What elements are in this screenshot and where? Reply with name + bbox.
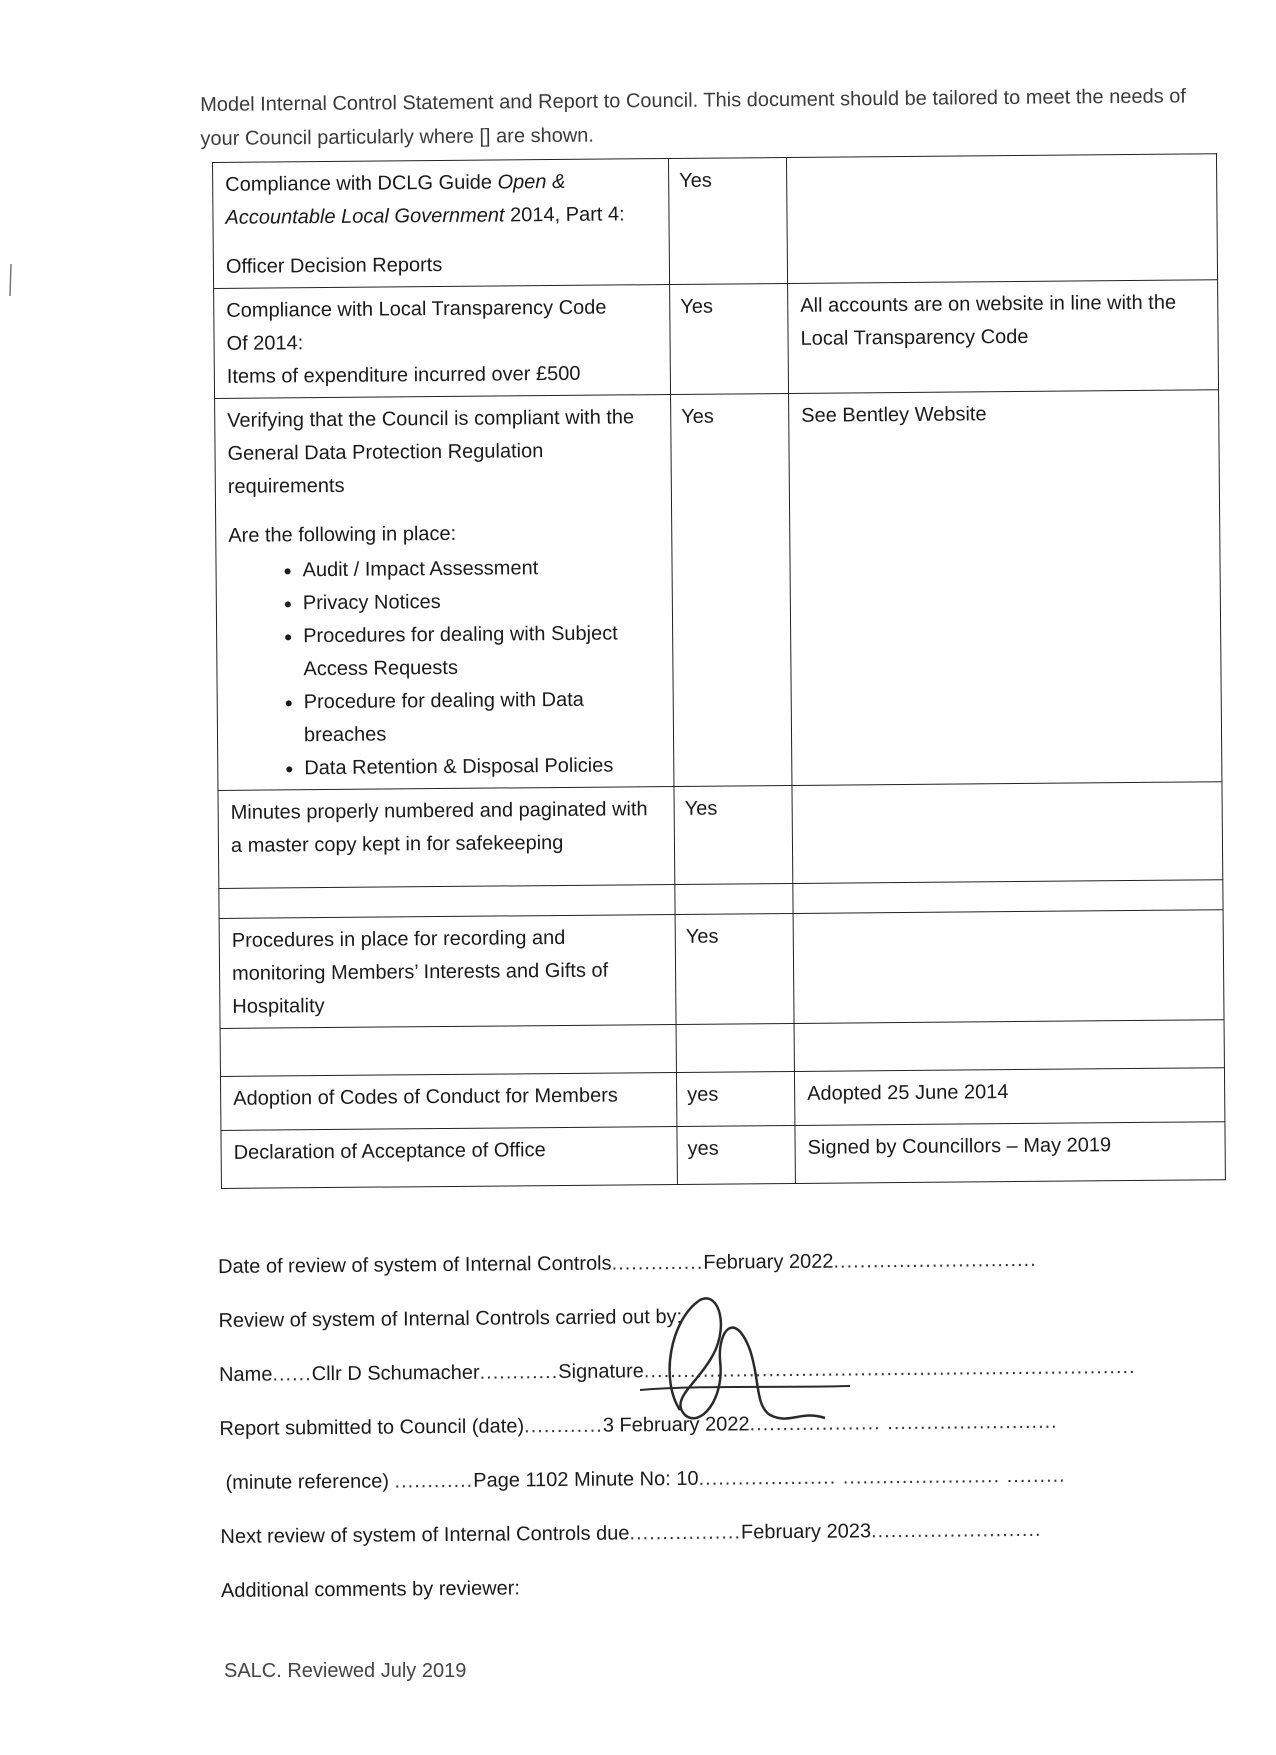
comment-cell: See Bentley Website	[789, 390, 1222, 786]
empty-cell	[794, 1020, 1224, 1072]
control-text: Officer Decision Reports	[225, 253, 443, 278]
list-item: • Privacy Notices	[303, 584, 660, 620]
table-row-empty	[220, 1020, 1224, 1077]
control-cell	[215, 395, 674, 791]
empty-cell	[676, 1023, 794, 1072]
control-text: Compliance with DCLG Guide Open &	[225, 170, 566, 196]
next-review-value: February 2023	[740, 1520, 872, 1544]
intro-paragraph: Model Internal Control Statement and Report to Council. This document should be tailored to meet the needs of your Council particularly where [] are shown.	[200, 85, 1186, 150]
reviewer-name: Cllr D Schumacher	[311, 1361, 480, 1386]
control-text: Accountable Local Government 2014, Part 4:	[225, 203, 625, 229]
scan-mark	[6, 262, 16, 298]
internal-control-table	[212, 153, 1226, 1189]
control-cell: Adoption of Codes of Conduct for Members	[220, 1072, 676, 1130]
control-cell	[214, 285, 671, 399]
control-text: Verifying that the Council is compliant with the General Data Protection Regulation requirements	[227, 406, 635, 498]
status-cell: yes	[677, 1125, 796, 1184]
empty-cell	[675, 883, 793, 914]
status-cell: Yes	[675, 913, 794, 1024]
table-row	[221, 1122, 1225, 1189]
comment-cell	[786, 154, 1217, 284]
footer-note: SALC. Reviewed July 2019	[224, 1660, 467, 1682]
empty-cell	[220, 1024, 676, 1076]
review-date-line: Date of review of system of Internal Controls..............February 2022...............................	[218, 1248, 1037, 1278]
comment-cell: Signed by Councillors – May 2019	[795, 1122, 1225, 1184]
minute-value: Page 1102 Minute No: 10	[473, 1467, 699, 1492]
comment-cell: All accounts are on website in line with the Local Transparency Code	[788, 280, 1219, 394]
report-submitted-line: Report submitted to Council (date)............3 February 2022.................... ..........................	[219, 1410, 1058, 1440]
control-cell: Minutes properly numbered and paginated with a master copy kept in for safekeeping	[218, 786, 675, 888]
list-item: • Procedure for dealing with Data breaches	[304, 683, 662, 752]
control-cell: Procedures in place for recording and monitoring Members’ Interests and Gifts of Hospitality	[219, 914, 676, 1028]
empty-cell	[793, 880, 1223, 914]
control-question: Are the following in place:	[228, 522, 457, 547]
status-cell: Yes	[668, 157, 787, 284]
list-item: • Audit / Impact Assessment	[302, 551, 659, 587]
table-row	[213, 154, 1218, 289]
review-section	[218, 1248, 1136, 1634]
signature-image	[640, 1290, 850, 1430]
empty-cell	[219, 884, 675, 918]
table-row	[218, 782, 1223, 889]
control-text: Compliance with Local Transparency Code	[226, 296, 607, 322]
status-cell: Yes	[674, 785, 793, 884]
comment-cell: Adopted 25 June 2014	[794, 1068, 1224, 1126]
status-cell: Yes	[670, 283, 789, 394]
table-row	[220, 1068, 1224, 1131]
next-review-line: Next review of system of Internal Controls due.................February 2023..........................	[220, 1518, 1042, 1548]
additional-comments-line: Additional comments by reviewer:	[220, 1577, 521, 1602]
table-row	[214, 280, 1219, 399]
status-cell: yes	[676, 1071, 794, 1126]
control-text: Items of expenditure incurred over £500	[226, 362, 581, 388]
name-signature-line: Name......Cllr D Schumacher............Signature...........................................................................	[218, 1355, 1136, 1386]
comment-cell	[792, 782, 1223, 884]
control-cell	[213, 159, 670, 289]
list-item: • Data Retention & Disposal Policies	[304, 749, 661, 785]
table-row	[219, 910, 1224, 1029]
list-item: • Procedures for dealing with Subject Access Requests	[303, 617, 661, 686]
table-row	[215, 390, 1222, 791]
control-text: Of 2014:	[226, 332, 304, 355]
carried-out-line: Review of system of Internal Controls carried out by:	[218, 1305, 683, 1332]
status-cell: Yes	[671, 393, 792, 786]
gdpr-checklist	[228, 551, 661, 786]
comment-cell	[793, 910, 1224, 1024]
report-date-value: 3 February 2022	[602, 1413, 750, 1437]
review-date-value: February 2022	[703, 1250, 834, 1274]
control-cell: Declaration of Acceptance of Office	[221, 1126, 677, 1188]
minute-reference-line: (minute reference) ............Page 1102 Minute No: 10..................... ........................ .........	[225, 1464, 1066, 1494]
